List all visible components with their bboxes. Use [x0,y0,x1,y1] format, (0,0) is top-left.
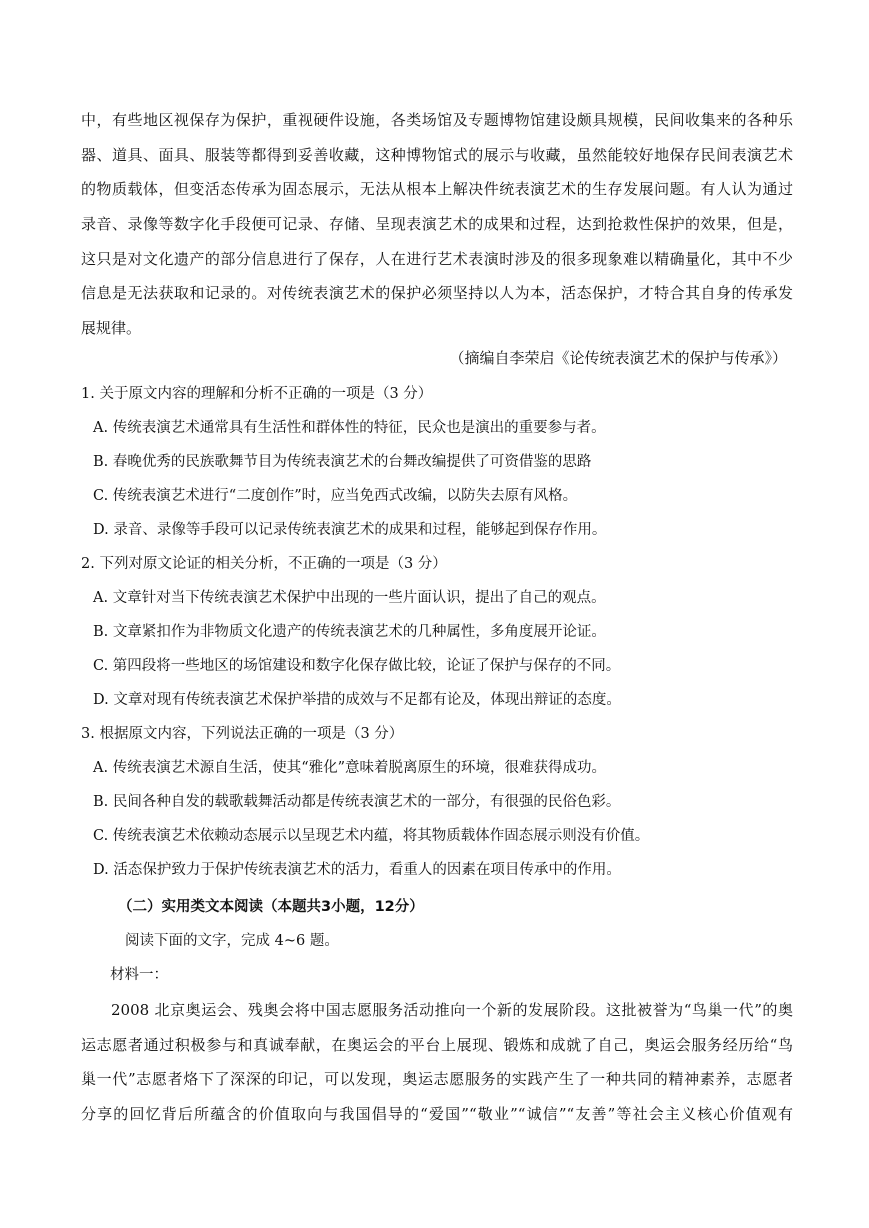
question-option: D. 文章对现有传统表演艺术保护举措的成效与不足都有论及，体现出辩证的态度。 [93,692,621,708]
question-option: B. 春晚优秀的民族歌舞节目为传统表演艺术的台舞改编提供了可资借鉴的思路 [93,454,592,470]
passage-paragraph [81,103,793,346]
question-option: C. 传统表演艺术依赖动态展示以呈现艺术内蕴，将其物质载体作固态展示则没有价值。 [93,828,650,844]
passage-line: 录音、录像等数字化手段便可记录、存储、呈现表演艺术的成果和过程，达到抢救性保护的效果，但是， [81,215,793,234]
passage-source: （摘编自李荣启《论传统表演艺术的保护与传承》） [449,349,787,367]
question-option: D. 录音、录像等手段可以记录传统表演艺术的成果和过程，能够起到保存作用。 [93,522,607,538]
question-option: A. 传统表演艺术源自生活，使其“雅化”意味着脱离原生的环境，很难获得成功。 [93,760,607,776]
material-line: 2008 北京奥运会、残奥会将中国志愿服务活动推向一个新的发展阶段。这批被誉为“鸟巢一代”的奥 [111,1001,793,1019]
question-option: C. 第四段将一些地区的场馆建设和数字化保存做比较，论证了保护与保存的不同。 [93,658,621,674]
material-line: 分享的回忆背后所蕴含的价值取向与我国倡导的“爱国”“敬业”“诚信”“友善”等社会主义核心价值观有 [81,1105,793,1124]
passage-line: 器、道具、面具、服装等都得到妥善收藏，这种博物馆式的展示与收藏，虽然能较好地保存民间表演艺术 [81,145,793,164]
question-option: A. 传统表演艺术通常具有生活性和群体性的特征，民众也是演出的重要参与者。 [93,420,606,436]
question-option: C. 传统表演艺术进行“二度创作”时，应当免西式改编，以防失去原有风格。 [93,488,578,504]
question-option: B. 民间各种自发的载歌载舞活动都是传统表演艺术的一部分，有很强的民俗色彩。 [93,794,621,810]
question-option: B. 文章紧扣作为非物质文化遗产的传统表演艺术的几种属性，多角度展开论证。 [93,624,606,640]
section-instruction: 阅读下面的文字，完成 4~6 题。 [125,933,339,949]
material-line: 运志愿者通过积极参与和真诚奉献，在奥运会的平台上展现、锻炼和成就了自己，奥运会服务经历给“鸟 [81,1035,793,1054]
passage-line: 的物质载体，但变活态传承为固态展示，无法从根本上解决件统表演艺术的生存发展问题。有人认为通过 [81,180,793,199]
material-paragraph [81,993,793,1132]
section-heading: （二）实用类文本阅读（本题共3小题，12分） [118,899,424,915]
passage-line: 展规律。 [81,319,142,338]
passage-line: 信息是无法获取和记录的。对传统表演艺术的保护必须坚持以人为本，活态保护，才特合其自身的传承发 [81,284,793,303]
question-stem: 3. 根据原文内容，下列说法正确的一项是（3 分） [81,726,404,742]
question-stem: 2. 下列对原文论证的相关分析，不正确的一项是（3 分） [81,556,447,572]
material-line: 巢一代”志愿者烙下了深深的印记，可以发现，奥运志愿服务的实践产生了一种共同的精神素养，志愿者 [81,1070,793,1089]
passage-line: 中，有些地区视保存为保护，重视硬件设施，各类场馆及专题博物馆建设颇具规模，民间收集来的各种乐 [81,111,793,129]
question-option: D. 活态保护致力于保护传统表演艺术的活力，看重人的因素在项目传承中的作用。 [93,862,621,878]
question-option: A. 文章针对当下传统表演艺术保护中出现的一些片面认识，提出了自己的观点。 [93,590,606,606]
material-label: 材料一： [110,967,168,983]
passage-line: 这只是对文化遗产的部分信息进行了保存，人在进行艺术表演时涉及的很多现象难以精确量化，其中不少 [81,249,793,268]
question-stem: 1. 关于原文内容的理解和分析不正确的一项是（3 分） [81,386,433,402]
